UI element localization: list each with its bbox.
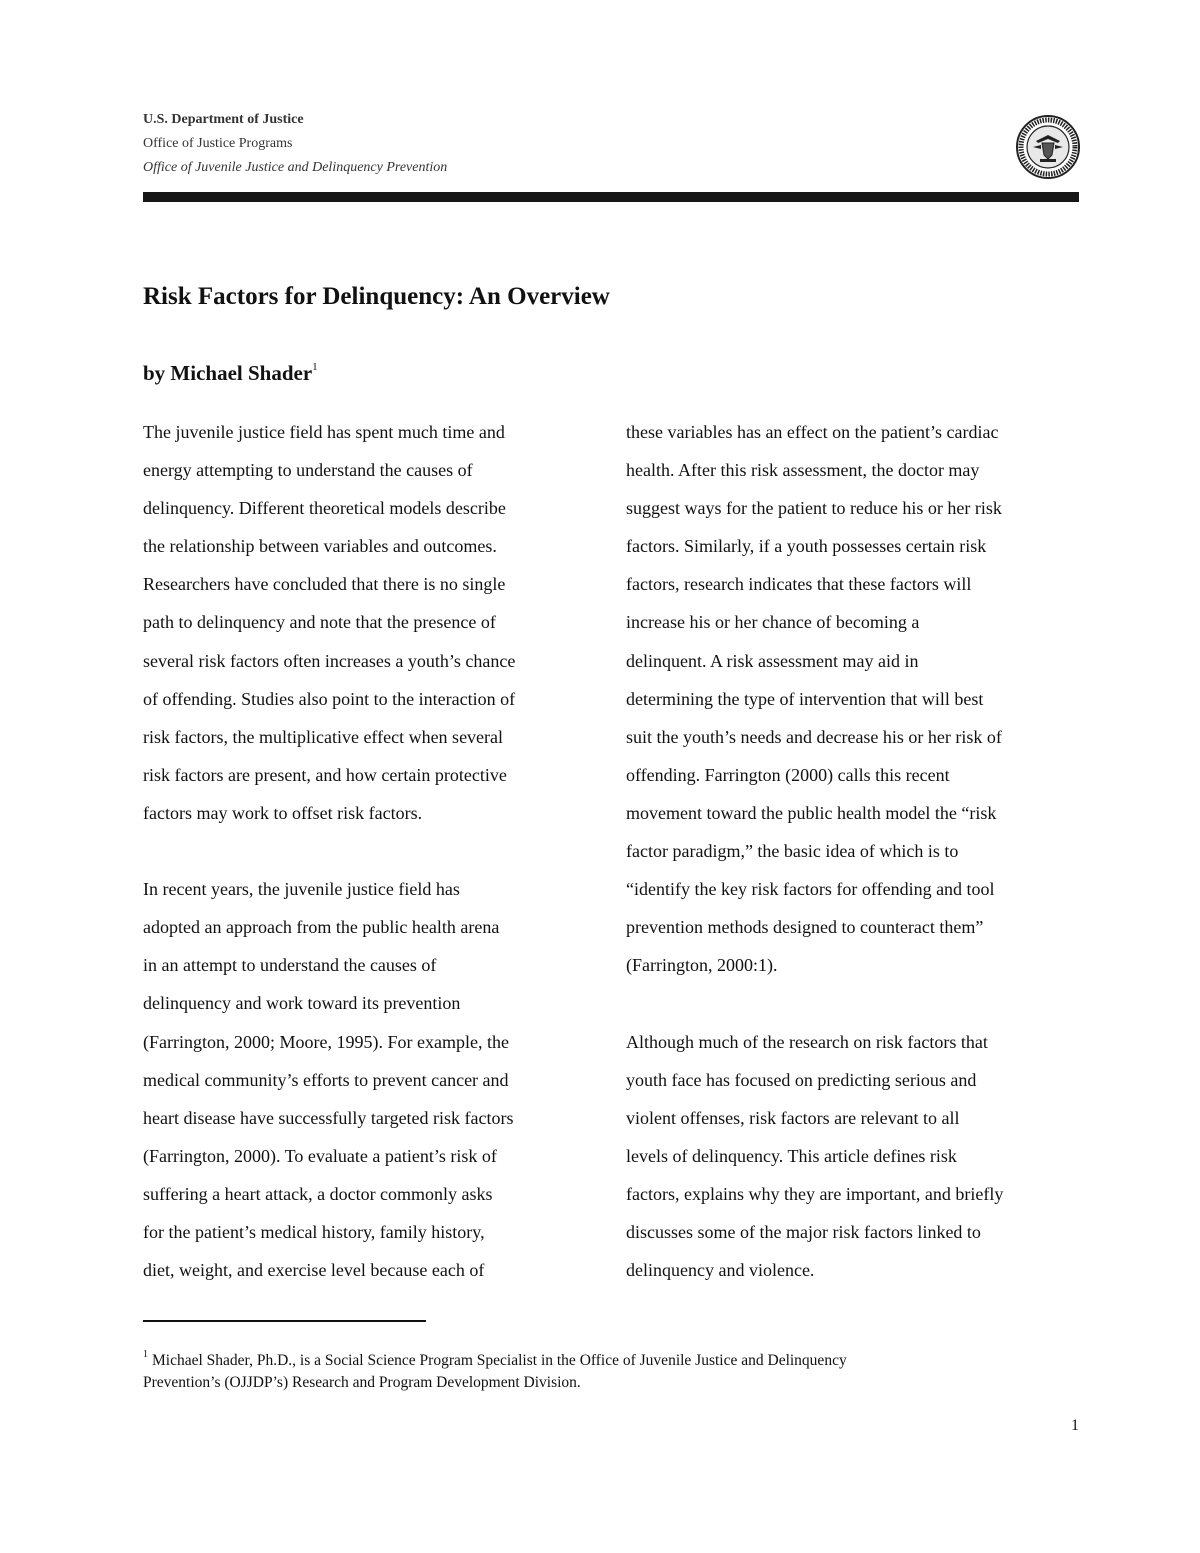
text-line: prevention methods designed to counteract them” bbox=[626, 917, 984, 938]
text-line: adopted an approach from the public health arena bbox=[143, 917, 500, 938]
document-title: Risk Factors for Delinquency: An Overview bbox=[143, 283, 610, 310]
footnote-mark: 1 bbox=[143, 1349, 148, 1360]
paragraph bbox=[143, 413, 613, 832]
office-name: Office of Justice Programs bbox=[143, 136, 293, 151]
text-line: several risk factors often increases a youth’s chance bbox=[143, 650, 516, 671]
byline bbox=[143, 361, 318, 386]
text-line: “identify the key risk factors for offending and tool bbox=[626, 879, 995, 900]
text-line: medical community’s efforts to prevent cancer and bbox=[143, 1069, 509, 1090]
text-line: delinquent. A risk assessment may aid in bbox=[626, 650, 919, 671]
text-line: youth face has focused on predicting serious and bbox=[626, 1069, 977, 1090]
text-line: factors. Similarly, if a youth possesses certain risk bbox=[626, 536, 987, 557]
text-line: increase his or her chance of becoming a bbox=[626, 612, 920, 633]
author-name: by Michael Shader bbox=[143, 361, 313, 385]
text-line: levels of delinquency. This article defines risk bbox=[626, 1145, 957, 1166]
text-line: risk factors, the multiplicative effect when several bbox=[143, 726, 504, 747]
text-line: discusses some of the major risk factors linked to bbox=[626, 1221, 981, 1242]
text-line: risk factors are present, and how certain protective bbox=[143, 764, 507, 785]
footnote-separator bbox=[143, 1320, 426, 1322]
footnote-text: Michael Shader, Ph.D., is a Social Science Program Specialist in the Office of Juvenile Justice and Delinquency bbox=[152, 1352, 847, 1370]
text-line: factor paradigm,” the basic idea of which is to bbox=[626, 841, 959, 862]
text-line: determining the type of intervention that will best bbox=[626, 688, 984, 709]
text-line: The juvenile justice field has spent much time and bbox=[143, 422, 505, 442]
text-line: energy attempting to understand the causes of bbox=[143, 460, 473, 481]
text-line: of offending. Studies also point to the interaction of bbox=[143, 688, 516, 709]
text-line: path to delinquency and note that the presence of bbox=[143, 612, 496, 633]
text-line: delinquency. Different theoretical models describe bbox=[143, 498, 506, 519]
text-line: the relationship between variables and outcomes. bbox=[143, 536, 497, 557]
header-rule bbox=[143, 192, 1079, 202]
text-line: violent offenses, risk factors are relevant to all bbox=[626, 1107, 960, 1128]
text-line: Although much of the research on risk factors that bbox=[626, 1031, 988, 1052]
footnote-reference: 1 bbox=[312, 361, 318, 373]
text-line: delinquency and violence. bbox=[626, 1260, 815, 1281]
text-line: movement toward the public health model the “risk bbox=[626, 802, 997, 823]
text-line: in an attempt to understand the causes of bbox=[143, 955, 437, 976]
text-line: factors, explains why they are important, and briefly bbox=[626, 1183, 1004, 1204]
agency-header bbox=[143, 108, 447, 180]
page-number: 1 bbox=[1071, 1417, 1079, 1434]
text-line: delinquency and work toward its prevention bbox=[143, 993, 461, 1014]
text-line: Researchers have concluded that there is no single bbox=[143, 574, 506, 595]
text-line: these variables has an effect on the patient’s cardiac bbox=[626, 422, 999, 442]
doj-seal-icon bbox=[1016, 115, 1080, 179]
text-line: In recent years, the juvenile justice field has bbox=[143, 879, 460, 900]
paragraph bbox=[626, 413, 1088, 984]
text-line: (Farrington, 2000:1). bbox=[626, 955, 778, 976]
text-line: factors may work to offset risk factors. bbox=[143, 802, 423, 823]
footnote-line bbox=[143, 1346, 1073, 1372]
paragraph bbox=[143, 870, 613, 1289]
footnote bbox=[143, 1346, 1073, 1394]
right-column bbox=[626, 413, 1088, 1327]
department-name: U.S. Department of Justice bbox=[143, 112, 304, 127]
text-line: offending. Farrington (2000) calls this recent bbox=[626, 764, 950, 785]
text-line: health. After this risk assessment, the doctor may bbox=[626, 460, 980, 481]
text-line: factors, research indicates that these factors will bbox=[626, 574, 972, 595]
footnote-line: Prevention’s (OJJDP’s) Research and Program Development Division. bbox=[143, 1374, 581, 1392]
text-line: suffering a heart attack, a doctor commonly asks bbox=[143, 1183, 493, 1204]
paragraph bbox=[626, 1023, 1088, 1290]
text-line: diet, weight, and exercise level because each of bbox=[143, 1260, 485, 1281]
text-line: heart disease have successfully targeted risk factors bbox=[143, 1107, 514, 1128]
text-line: suit the youth’s needs and decrease his or her risk of bbox=[626, 726, 1002, 747]
left-column bbox=[143, 413, 613, 1327]
text-line: suggest ways for the patient to reduce his or her risk bbox=[626, 498, 1002, 519]
text-line: (Farrington, 2000; Moore, 1995). For example, the bbox=[143, 1031, 509, 1052]
text-line: for the patient’s medical history, family history, bbox=[143, 1221, 485, 1242]
division-name: Office of Juvenile Justice and Delinquency Prevention bbox=[143, 160, 448, 175]
text-line: (Farrington, 2000). To evaluate a patient’s risk of bbox=[143, 1145, 497, 1166]
